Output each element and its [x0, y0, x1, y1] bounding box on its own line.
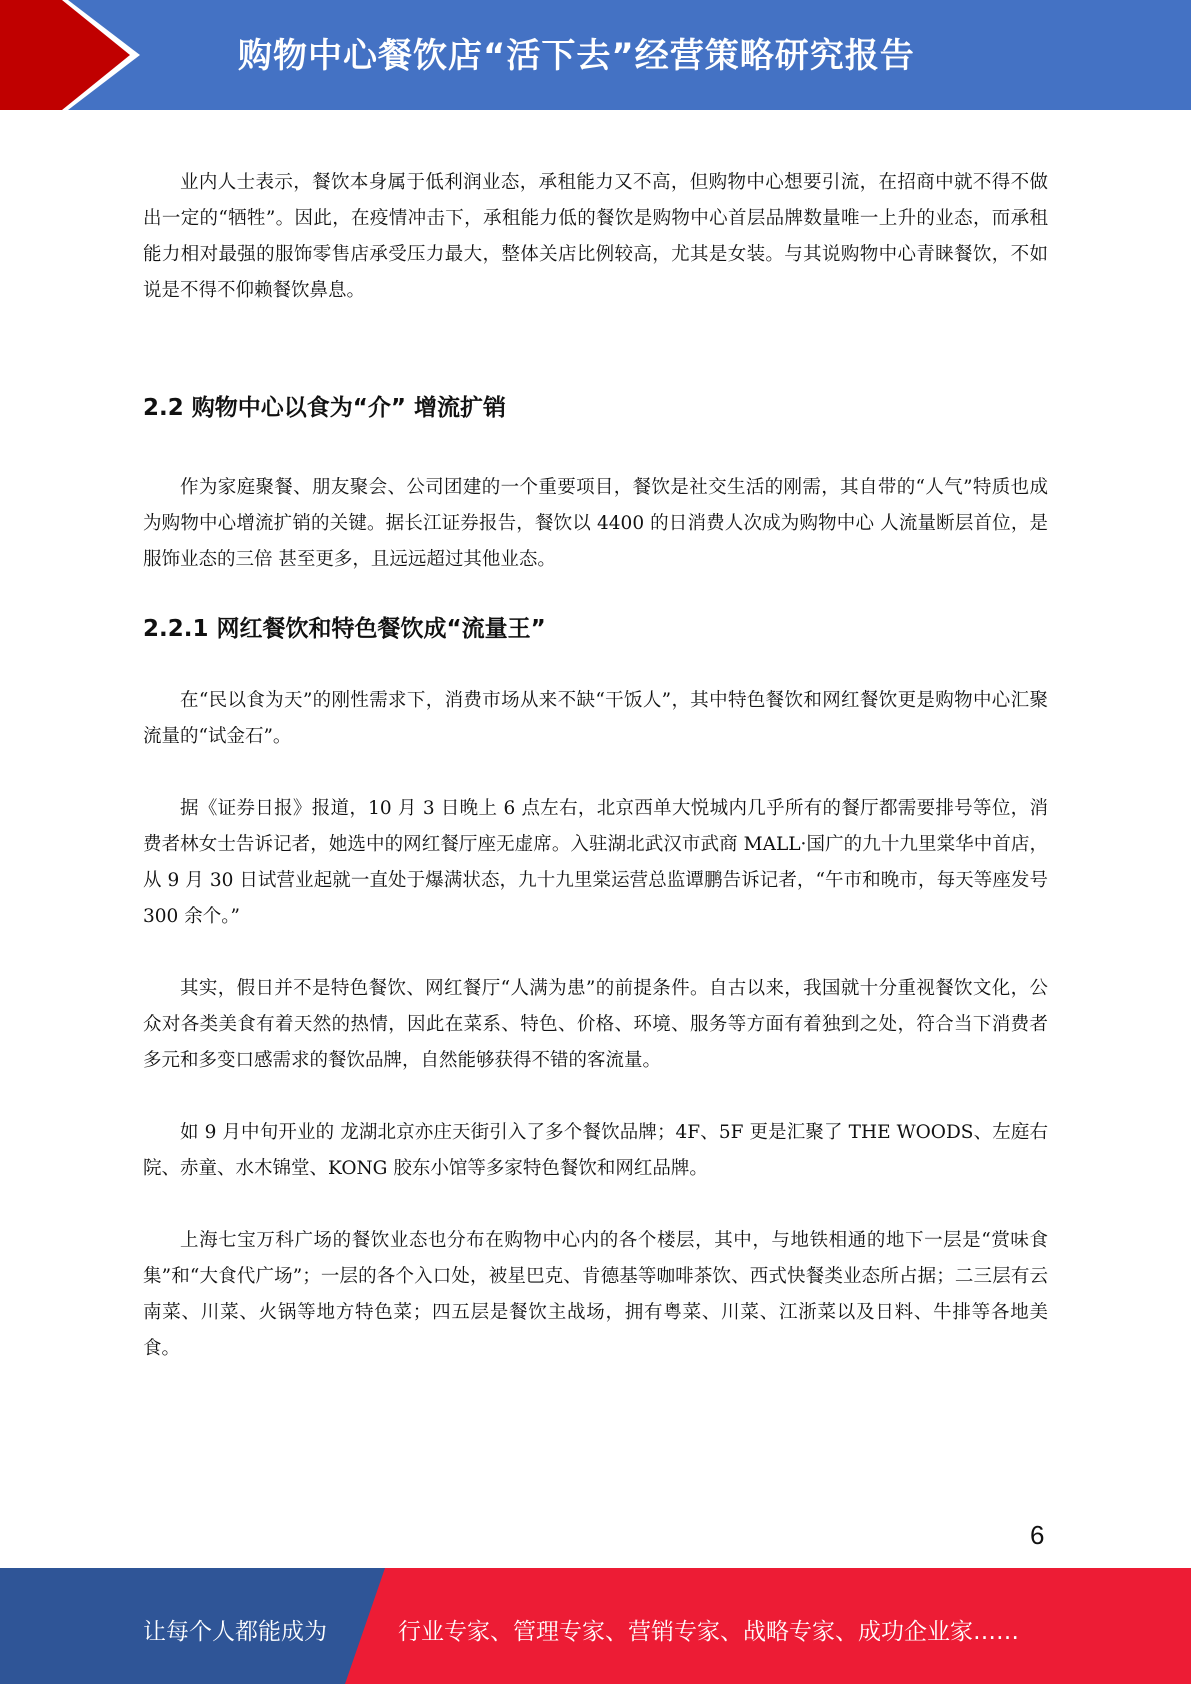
paragraph: 作为家庭聚餐、朋友聚会、公司团建的一个重要项目，餐饮是社交生活的刚需，其自带的“人气”特质也成为购物中心增流扩销的关键。据长江证券报告，餐饮以 4400 的日消费人次成为购物中心 人流量断层首位，是服饰业态的三倍 甚至更多，且远远超过其他业态。: [143, 477, 1048, 570]
main-content: [143, 165, 1048, 1367]
page-number: 6: [1030, 1520, 1045, 1550]
header-banner: [0, 0, 1191, 110]
paragraph: 在“民以食为天”的刚性需求下，消费市场从来不缺“干饭人”，其中特色餐饮和网红餐饮更是购物中心汇聚流量的“试金石”。: [143, 690, 1048, 747]
footer-banner: [0, 1568, 1191, 1684]
paragraph: 业内人士表示，餐饮本身属于低利润业态，承租能力又不高，但购物中心想要引流，在招商中就不得不做出一定的“牺牲”。因此，在疫情冲击下，承租能力低的餐饮是购物中心首层品牌数量唯一上升的业态，而承租能力相对最强的服饰零售店承受压力最大，整体关店比例较高，尤其是女装。与其说购物中心青睐餐饮，不如说是不得不仰赖餐饮鼻息。: [143, 172, 1048, 301]
paragraph: 上海七宝万科广场的餐饮业态也分布在购物中心内的各个楼层，其中，与地铁相通的地下一层是“赏味食集”和“大食代广场”；一层的各个入口处，被星巴克、肯德基等咖啡茶饮、西式快餐类业态所占据；二三层有云南菜、川菜、火锅等地方特色菜；四五层是餐饮主战场，拥有粤菜、川菜、江浙菜以及日料、牛排等各地美食。: [143, 1230, 1048, 1359]
paragraph: 据《证券日报》报道，10 月 3 日晚上 6 点左右，北京西单大悦城内几乎所有的餐厅都需要排号等位，消费者林女士告诉记者，她选中的网红餐厅座无虚席。入驻湖北武汉市武商 MALL·国广的九十九里棠华中首店，从 9 月 30 日试营业起就一直处于爆满状态，九十九里棠运营总监谭鹏告诉记者，“午市和晚市，每天等座发号 300 余个。”: [143, 798, 1048, 927]
section-heading: 2.2 购物中心以食为“介” 增流扩销: [143, 395, 506, 421]
footer-slogan-left: 让每个人都能成为: [143, 1619, 327, 1645]
footer-slogan-right: 行业专家、管理专家、营销专家、战略专家、成功企业家……: [398, 1619, 1019, 1645]
report-title: 购物中心餐饮店“活下去”经营策略研究报告: [238, 36, 915, 76]
subsection-heading: 2.2.1 网红餐饮和特色餐饮成“流量王”: [143, 616, 546, 642]
paragraph: 其实，假日并不是特色餐饮、网红餐厅“人满为患”的前提条件。自古以来，我国就十分重视餐饮文化，公众对各类美食有着天然的热情，因此在菜系、特色、价格、环境、服务等方面有着独到之处，符合当下消费者多元和多变口感需求的餐饮品牌，自然能够获得不错的客流量。: [143, 978, 1048, 1071]
paragraph: 如 9 月中旬开业的 龙湖北京亦庄天街引入了多个餐饮品牌；4F、5F 更是汇聚了 THE WOODS、左庭右院、赤童、水木锦堂、KONG 胶东小馆等多家特色餐饮和网红品牌。: [143, 1122, 1048, 1179]
chevron-decoration-icon: [0, 0, 150, 110]
